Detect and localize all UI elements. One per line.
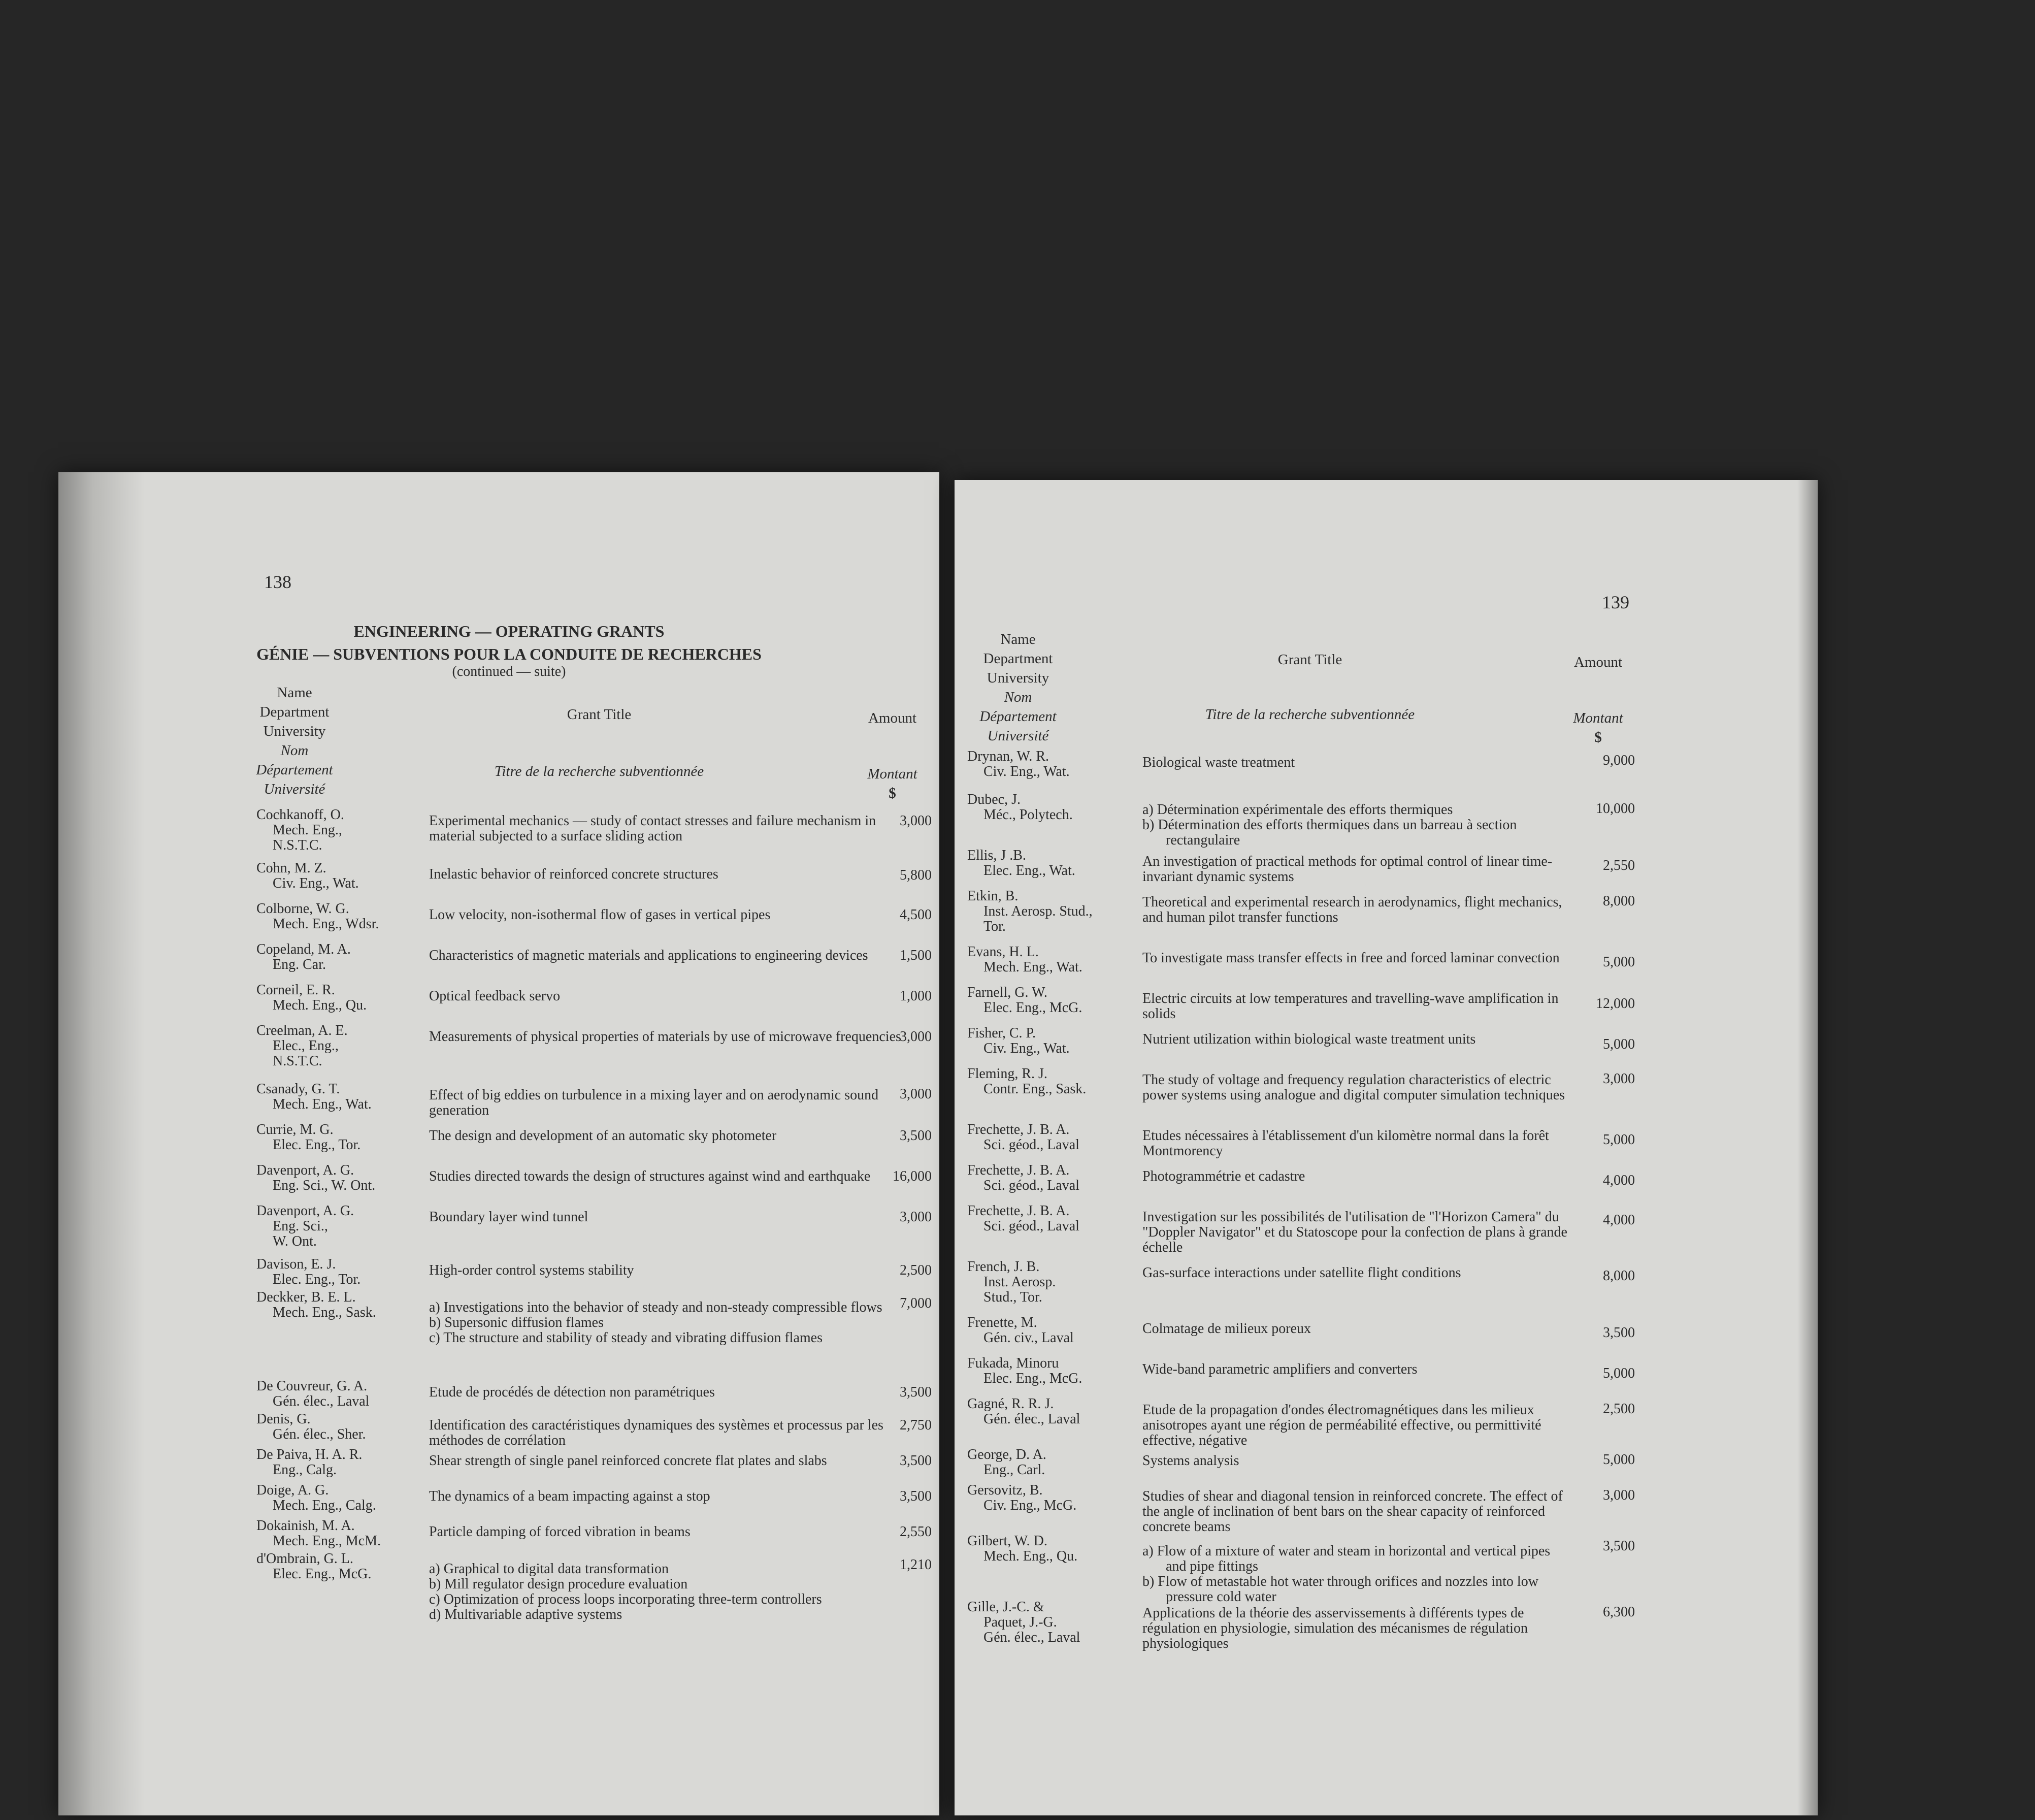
grantee-name xyxy=(967,1483,1135,1513)
grant-title xyxy=(429,1128,917,1144)
grantee-affiliation: Gén. élec., Laval xyxy=(983,1411,1080,1427)
grantee-person: George, D. A. xyxy=(967,1447,1046,1462)
grant-title-line: Systems analysis xyxy=(1142,1453,1239,1469)
grantee-person: Corneil, E. R. xyxy=(256,982,335,998)
grantee-person: Fisher, C. P. xyxy=(967,1025,1036,1041)
header-departement: Département xyxy=(256,762,333,778)
grant-title xyxy=(1142,1169,1569,1184)
grant-amount: 2,500 xyxy=(900,1262,932,1278)
header-university: University xyxy=(987,670,1049,686)
grantee-person: Drynan, W. R. xyxy=(967,749,1049,764)
grant-title xyxy=(429,948,917,963)
grantee-person: Gilbert, W. D. xyxy=(967,1533,1047,1549)
grant-title-line: Experimental mechanics — study of contact stresses and failure mechanism in material subjected to a surface sliding action xyxy=(429,813,876,844)
header-amount: Amount xyxy=(1573,654,1623,670)
grantee-person: Ellis, J .B. xyxy=(967,848,1026,863)
name-column-header xyxy=(249,683,340,799)
grant-title xyxy=(429,1169,917,1184)
page-number: 138 xyxy=(264,572,291,592)
grantee-person: Etkin, B. xyxy=(967,888,1019,904)
grant-title-line: Low velocity, non-isothermal flow of gases in vertical pipes xyxy=(429,907,771,923)
grant-amount: 4,000 xyxy=(1603,1212,1635,1228)
grant-title-line: c) The structure and stability of steady and vibrating diffusion flames xyxy=(429,1330,823,1346)
grant-amount: 3,500 xyxy=(900,1488,932,1504)
grantee-affiliation: Paquet, J.-G. xyxy=(983,1614,1057,1630)
grant-amount: 3,000 xyxy=(1603,1487,1635,1503)
header-nom: Nom xyxy=(1004,689,1032,705)
grant-title-line: Studies of shear and diagonal tension in reinforced concrete. The effect of the angle of inclination of bent bars on the shear capacity of reinforced concrete beams xyxy=(1142,1488,1563,1535)
header-montant: Montant xyxy=(867,766,917,782)
grantee-person: Dokainish, M. A. xyxy=(256,1518,355,1534)
grantee-person: Csanady, G. T. xyxy=(256,1081,340,1097)
header-grant-title: Grant Title xyxy=(1277,652,1342,668)
grantee-affiliation: N.S.T.C. xyxy=(273,1053,322,1069)
grant-title-line: Studies directed towards the design of structures against wind and earthquake xyxy=(429,1168,871,1184)
grantee-person: Denis, G. xyxy=(256,1411,311,1427)
grant-title xyxy=(1142,1032,1569,1047)
amount-column-header xyxy=(856,708,929,803)
grantee-person: Davenport, A. G. xyxy=(256,1203,354,1219)
grant-title-line: a) Flow of a mixture of water and steam in horizontal and vertical pipes and pipe fittings xyxy=(1142,1543,1551,1574)
grantee-name xyxy=(967,1122,1135,1153)
header-name: Name xyxy=(1000,631,1036,647)
grantee-affiliation: W. Ont. xyxy=(273,1233,317,1249)
grantee-name xyxy=(967,792,1135,823)
grantee-affiliation: Civ. Eng., Wat. xyxy=(983,764,1070,779)
header-department: Department xyxy=(983,651,1053,667)
grant-title-line: High-order control systems stability xyxy=(429,1262,634,1278)
grant-title-line: c) Optimization of process loops incorporating three-term controllers xyxy=(429,1591,822,1607)
grant-amount: 3,000 xyxy=(1603,1071,1635,1087)
grantee-affiliation: Civ. Eng., McG. xyxy=(983,1498,1077,1513)
grantee-name xyxy=(967,985,1135,1016)
grant-title xyxy=(429,907,917,923)
grantee-affiliation: Elec. Eng., Wat. xyxy=(983,863,1075,879)
grantee-name xyxy=(256,1122,424,1153)
grantee-affiliation: Civ. Eng., Wat. xyxy=(273,875,359,891)
grantee-name xyxy=(967,1315,1135,1346)
grant-title-line: Identification des caractéristiques dynamiques des systèmes et processus par les méthodes de corrélation xyxy=(429,1417,883,1448)
grant-title-line: a) Détermination expérimentale des efforts thermiques xyxy=(1142,802,1453,818)
grant-title xyxy=(1142,854,1569,885)
grant-title-line: d) Multivariable adaptive systems xyxy=(429,1607,622,1622)
grant-title-line: Particle damping of forced vibration in beams xyxy=(429,1524,691,1540)
header-currency: $ xyxy=(1594,729,1602,745)
grant-title-line: a) Investigations into the behavior of steady and non-steady compressible flows xyxy=(429,1299,882,1315)
grantee-person: Doige, A. G. xyxy=(256,1482,329,1498)
grant-title-line: Theoretical and experimental research in aerodynamics, flight mechanics, and human pilot transfer functions xyxy=(1142,894,1562,925)
grant-amount: 4,500 xyxy=(900,907,932,923)
grantee-name xyxy=(256,1257,424,1287)
header-titre: Titre de la recherche subventionnée xyxy=(494,763,704,779)
grant-title xyxy=(1142,1210,1569,1255)
grantee-name xyxy=(256,1447,424,1478)
grantee-name xyxy=(967,1356,1135,1386)
header-currency: $ xyxy=(889,785,896,801)
grant-title-line: Investigation sur les possibilités de l'utilisation de "l'Horizon Camera" du "Doppler Navigator" et du Statoscope pour la confection de plans à grande échelle xyxy=(1142,1209,1567,1255)
grant-amount: 3,500 xyxy=(900,1384,932,1400)
grantee-affiliation: Stud., Tor. xyxy=(983,1289,1042,1305)
grantee-name xyxy=(967,1534,1135,1564)
grantee-name xyxy=(967,1026,1135,1056)
grant-amount: 3,000 xyxy=(900,1029,932,1045)
grantee-name xyxy=(256,1483,424,1513)
grantee-affiliation: Mech. Eng., Wat. xyxy=(983,959,1082,975)
grantee-person: Currie, M. G. xyxy=(256,1122,334,1138)
grantee-name xyxy=(256,901,424,932)
grant-title xyxy=(429,814,917,844)
grant-title xyxy=(1142,1606,1569,1651)
header-grant-title: Grant Title xyxy=(567,706,632,723)
grant-title xyxy=(1142,1544,1569,1605)
grant-title xyxy=(1142,1072,1569,1103)
grantee-name xyxy=(967,1396,1135,1427)
grantee-name xyxy=(256,807,424,853)
heading-line-3: (continued — suite) xyxy=(452,664,566,679)
grant-amount: 5,000 xyxy=(1603,1132,1635,1148)
grantee-affiliation: Eng., Calg. xyxy=(273,1462,337,1478)
page-heading xyxy=(221,622,797,680)
grant-title xyxy=(1142,1453,1569,1469)
grant-title xyxy=(1142,895,1569,925)
grant-title xyxy=(429,1029,917,1045)
grant-title-line: Nutrient utilization within biological waste treatment units xyxy=(1142,1031,1476,1047)
grantee-affiliation: Inst. Aerosp. xyxy=(983,1274,1056,1290)
grant-amount: 7,000 xyxy=(900,1295,932,1311)
grantee-affiliation: Mech. Eng., Calg. xyxy=(273,1498,376,1513)
grantee-name xyxy=(967,1447,1135,1478)
header-university: University xyxy=(263,723,326,739)
grant-title-line: Etude de la propagation d'ondes électromagnétiques dans les milieux anisotropes ayant une région de perméabilité effective, ou permittivité effective, négative xyxy=(1142,1402,1541,1448)
grantee-person: Frechette, J. B. A. xyxy=(967,1203,1070,1219)
grant-title xyxy=(1142,755,1569,770)
grantee-person: Colborne, W. G. xyxy=(256,901,349,917)
grantee-affiliation: Elec. Eng., Tor. xyxy=(273,1137,361,1153)
grantee-affiliation: Civ. Eng., Wat. xyxy=(983,1041,1070,1056)
grantee-name xyxy=(967,848,1135,879)
grantee-affiliation: Tor. xyxy=(983,919,1006,934)
grant-title-line: Etude de procédés de détection non paramétriques xyxy=(429,1384,715,1400)
grant-title-line: Inelastic behavior of reinforced concrete structures xyxy=(429,866,718,882)
grant-title-line: Etudes nécessaires à l'établissement d'un kilomètre normal dans la forêt Montmorency xyxy=(1142,1128,1549,1159)
grant-title xyxy=(1142,1362,1569,1377)
left-page xyxy=(58,472,939,1815)
grant-title xyxy=(1142,1489,1569,1535)
grantee-person: Farnell, G. W. xyxy=(967,985,1047,1000)
amount-column-header xyxy=(1561,653,1635,747)
grantee-affiliation: Méc., Polytech. xyxy=(983,807,1073,823)
grantee-affiliation: Mech. Eng., Sask. xyxy=(273,1305,376,1320)
grant-title xyxy=(429,1562,917,1622)
grantee-name xyxy=(256,861,424,891)
grant-title-line: Optical feedback servo xyxy=(429,988,561,1004)
grant-amount: 3,500 xyxy=(1603,1538,1635,1554)
grantee-person: Cochkanoff, O. xyxy=(256,807,344,823)
header-titre: Titre de la recherche subventionnée xyxy=(1205,706,1415,723)
grantee-person: De Paiva, H. A. R. xyxy=(256,1447,363,1462)
grant-title-line: Applications de la théorie des asservissements à différents types de régulation en physiologie, simulation des mécanismes de régulation physiologiques xyxy=(1142,1605,1528,1651)
grant-amount: 1,210 xyxy=(900,1557,932,1573)
grantee-name xyxy=(256,1518,424,1549)
grantee-person: Creelman, A. E. xyxy=(256,1023,348,1038)
grant-title xyxy=(429,1088,917,1118)
grant-title-line: The study of voltage and frequency regulation characteristics of electric power systems using analogue and digital computer simulation techniques xyxy=(1142,1072,1565,1103)
grantee-person: Gille, J.-C. & xyxy=(967,1599,1044,1615)
grantee-name xyxy=(256,1082,424,1112)
grantee-affiliation: Mech. Eng., McM. xyxy=(273,1533,381,1549)
grant-amount: 3,000 xyxy=(900,813,932,829)
grant-title-line: b) Détermination des efforts thermiques dans un barreau à section rectangulaire xyxy=(1142,817,1517,848)
grant-title xyxy=(429,1385,917,1400)
grantee-affiliation: N.S.T.C. xyxy=(273,837,322,853)
header-amount: Amount xyxy=(868,710,917,726)
grantee-affiliation: Mech. Eng., Wdsr. xyxy=(273,916,379,932)
grant-title-line: The dynamics of a beam impacting against a stop xyxy=(429,1488,710,1504)
grant-title xyxy=(1142,802,1569,848)
grantee-name xyxy=(967,749,1135,779)
grantee-affiliation: Elec. Eng., McG. xyxy=(983,1000,1082,1016)
grantee-name xyxy=(967,1163,1135,1193)
grant-title-line: Effect of big eddies on turbulence in a mixing layer and on aerodynamic sound generation xyxy=(429,1087,879,1118)
grantee-person: Gagné, R. R. J. xyxy=(967,1396,1054,1412)
grant-amount: 5,000 xyxy=(1603,1036,1635,1052)
grant-title xyxy=(429,1453,917,1469)
grant-title xyxy=(429,1210,917,1225)
grant-title xyxy=(429,867,917,882)
grantee-name xyxy=(256,1379,424,1409)
grantee-affiliation: Sci. géod., Laval xyxy=(983,1137,1079,1153)
grant-amount: 5,000 xyxy=(1603,954,1635,970)
grantee-person: De Couvreur, G. A. xyxy=(256,1378,368,1394)
grantee-affiliation: Eng. Car. xyxy=(273,957,326,972)
heading-line-2: GÉNIE — SUBVENTIONS POUR LA CONDUITE DE RECHERCHES xyxy=(256,645,762,663)
grantee-affiliation: Elec. Eng., McG. xyxy=(273,1566,372,1582)
grant-title-line: Wide-band parametric amplifiers and converters xyxy=(1142,1361,1418,1377)
grantee-name xyxy=(256,1551,424,1582)
grant-title xyxy=(1142,1321,1569,1337)
grantee-person: Deckker, B. E. L. xyxy=(256,1289,356,1305)
grantee-affiliation: Mech. Eng., Qu. xyxy=(273,997,367,1013)
header-departement: Département xyxy=(979,708,1057,725)
grant-amount: 2,500 xyxy=(1603,1401,1635,1417)
heading-line-1: ENGINEERING — OPERATING GRANTS xyxy=(353,622,665,640)
header-montant: Montant xyxy=(1573,710,1623,726)
grant-title-line: Biological waste treatment xyxy=(1142,755,1295,770)
grant-title-line: Boundary layer wind tunnel xyxy=(429,1209,588,1225)
grantee-affiliation: Elec. Eng., McG. xyxy=(983,1371,1082,1386)
grant-title xyxy=(429,1418,917,1448)
title-column-header xyxy=(475,705,724,781)
grant-amount: 10,000 xyxy=(1596,801,1635,817)
grantee-person: Evans, H. L. xyxy=(967,944,1039,960)
grantee-affiliation: Mech. Eng., Wat. xyxy=(273,1096,372,1112)
grant-title-line: The design and development of an automatic sky photometer xyxy=(429,1128,777,1144)
header-nom: Nom xyxy=(280,742,309,759)
grant-amount: 2,550 xyxy=(1603,858,1635,873)
grantee-affiliation: Inst. Aerosp. Stud., xyxy=(983,903,1093,919)
grantee-person: Copeland, M. A. xyxy=(256,941,351,957)
grantee-person: Frechette, J. B. A. xyxy=(967,1162,1070,1178)
grant-title xyxy=(429,989,917,1004)
grantee-affiliation: Elec. Eng., Tor. xyxy=(273,1272,361,1287)
grantee-name xyxy=(967,945,1135,975)
grantee-affiliation: Gén. élec., Sher. xyxy=(273,1426,366,1442)
grantee-affiliation: Contr. Eng., Sask. xyxy=(983,1081,1087,1097)
grantee-name xyxy=(256,1290,424,1320)
grantee-affiliation: Eng. Sci., W. Ont. xyxy=(273,1178,376,1193)
grant-title-line: Colmatage de milieux poreux xyxy=(1142,1321,1311,1337)
grantee-affiliation: Sci. géod., Laval xyxy=(983,1218,1079,1234)
grant-amount: 8,000 xyxy=(1603,1268,1635,1284)
grant-title-line: b) Mill regulator design procedure evaluation xyxy=(429,1576,688,1592)
grant-amount: 4,000 xyxy=(1603,1173,1635,1188)
grant-title xyxy=(429,1489,917,1504)
grantee-name xyxy=(967,1600,1135,1645)
grantee-name xyxy=(967,889,1135,934)
grant-title xyxy=(1142,1128,1569,1159)
grant-title xyxy=(429,1524,917,1540)
grant-amount: 6,300 xyxy=(1603,1604,1635,1620)
right-page xyxy=(955,480,1818,1815)
grant-title-line: b) Flow of metastable hot water through orifices and nozzles into low pressure cold water xyxy=(1142,1574,1538,1605)
grantee-name xyxy=(256,983,424,1013)
grant-amount: 3,500 xyxy=(900,1128,932,1144)
grant-amount: 16,000 xyxy=(893,1168,932,1184)
grantee-affiliation: Eng., Carl. xyxy=(983,1462,1045,1478)
grantee-person: Fukada, Minoru xyxy=(967,1355,1059,1371)
grant-title xyxy=(429,1263,917,1278)
grant-title-line: To investigate mass transfer effects in free and forced laminar convection xyxy=(1142,950,1560,966)
grant-amount: 2,550 xyxy=(900,1524,932,1540)
grant-amount: 1,000 xyxy=(900,988,932,1004)
grant-title-line: a) Graphical to digital data transformation xyxy=(429,1561,669,1577)
header-department: Department xyxy=(259,704,330,720)
grant-amount: 3,000 xyxy=(900,1209,932,1225)
grantee-affiliation: Mech. Eng., Qu. xyxy=(983,1548,1078,1564)
grantee-name xyxy=(256,1204,424,1249)
grant-amount: 2,750 xyxy=(900,1417,932,1433)
grantee-affiliation: Eng. Sci., xyxy=(273,1218,328,1234)
grant-title xyxy=(1142,1265,1569,1281)
grant-amount: 5,000 xyxy=(1603,1452,1635,1468)
grantee-affiliation: Gén. élec., Laval xyxy=(273,1393,370,1409)
grantee-name xyxy=(256,1163,424,1193)
grant-amount: 1,500 xyxy=(900,948,932,963)
grant-amount: 8,000 xyxy=(1603,893,1635,909)
header-name: Name xyxy=(277,685,312,701)
grantee-person: Davison, E. J. xyxy=(256,1256,336,1272)
grantee-person: Cohn, M. Z. xyxy=(256,860,326,876)
grantee-affiliation: Gén. élec., Laval xyxy=(983,1630,1080,1645)
grantee-person: Fleming, R. J. xyxy=(967,1066,1047,1082)
grant-title-line: Electric circuits at low temperatures and travelling-wave amplification in solids xyxy=(1142,991,1559,1022)
grant-title-line: Shear strength of single panel reinforced concrete flat plates and slabs xyxy=(429,1453,827,1469)
grant-title xyxy=(1142,991,1569,1022)
grantee-name xyxy=(967,1204,1135,1234)
grant-title-line: An investigation of practical methods for optimal control of linear time-invariant dynamic systems xyxy=(1142,854,1553,885)
grantee-person: Dubec, J. xyxy=(967,792,1021,807)
title-column-header xyxy=(1158,650,1462,724)
grant-title xyxy=(1142,1403,1569,1448)
grantee-affiliation: Mech. Eng., xyxy=(273,822,342,838)
grantee-name xyxy=(967,1066,1135,1097)
grantee-person: Frechette, J. B. A. xyxy=(967,1122,1070,1138)
grant-amount: 5,800 xyxy=(900,867,932,883)
grant-title-line: Gas-surface interactions under satellite flight conditions xyxy=(1142,1265,1461,1281)
grant-amount: 12,000 xyxy=(1596,996,1635,1012)
grantee-name xyxy=(256,1412,424,1442)
grantee-person: Frenette, M. xyxy=(967,1315,1037,1330)
grant-title-line: Photogrammétrie et cadastre xyxy=(1142,1168,1305,1184)
grant-amount: 3,500 xyxy=(900,1453,932,1469)
header-universite: Université xyxy=(987,728,1049,744)
grant-title xyxy=(429,1300,917,1346)
header-universite: Université xyxy=(264,781,325,797)
grant-title-line: b) Supersonic diffusion flames xyxy=(429,1315,604,1330)
grantee-affiliation: Gén. civ., Laval xyxy=(983,1330,1074,1346)
grant-amount: 3,500 xyxy=(1603,1325,1635,1341)
grantee-name xyxy=(967,1259,1135,1305)
grantee-person: Gersovitz, B. xyxy=(967,1482,1043,1498)
grant-amount: 5,000 xyxy=(1603,1366,1635,1381)
grant-amount: 9,000 xyxy=(1603,753,1635,768)
grantee-person: Davenport, A. G. xyxy=(256,1162,354,1178)
grant-title-line: Characteristics of magnetic materials and applications to engineering devices xyxy=(429,948,868,963)
grantee-affiliation: Elec., Eng., xyxy=(273,1038,339,1054)
grantee-person: French, J. B. xyxy=(967,1259,1040,1275)
grant-title xyxy=(1142,951,1569,966)
grantee-affiliation: Sci. géod., Laval xyxy=(983,1178,1079,1193)
grantee-name xyxy=(256,1023,424,1069)
grant-title-line: Measurements of physical properties of materials by use of microwave frequencies xyxy=(429,1029,901,1045)
name-column-header xyxy=(975,630,1061,745)
grantee-person: d'Ombrain, G. L. xyxy=(256,1551,353,1567)
grant-amount: 3,000 xyxy=(900,1086,932,1102)
page-number: 139 xyxy=(1602,592,1629,612)
grantee-name xyxy=(256,942,424,972)
